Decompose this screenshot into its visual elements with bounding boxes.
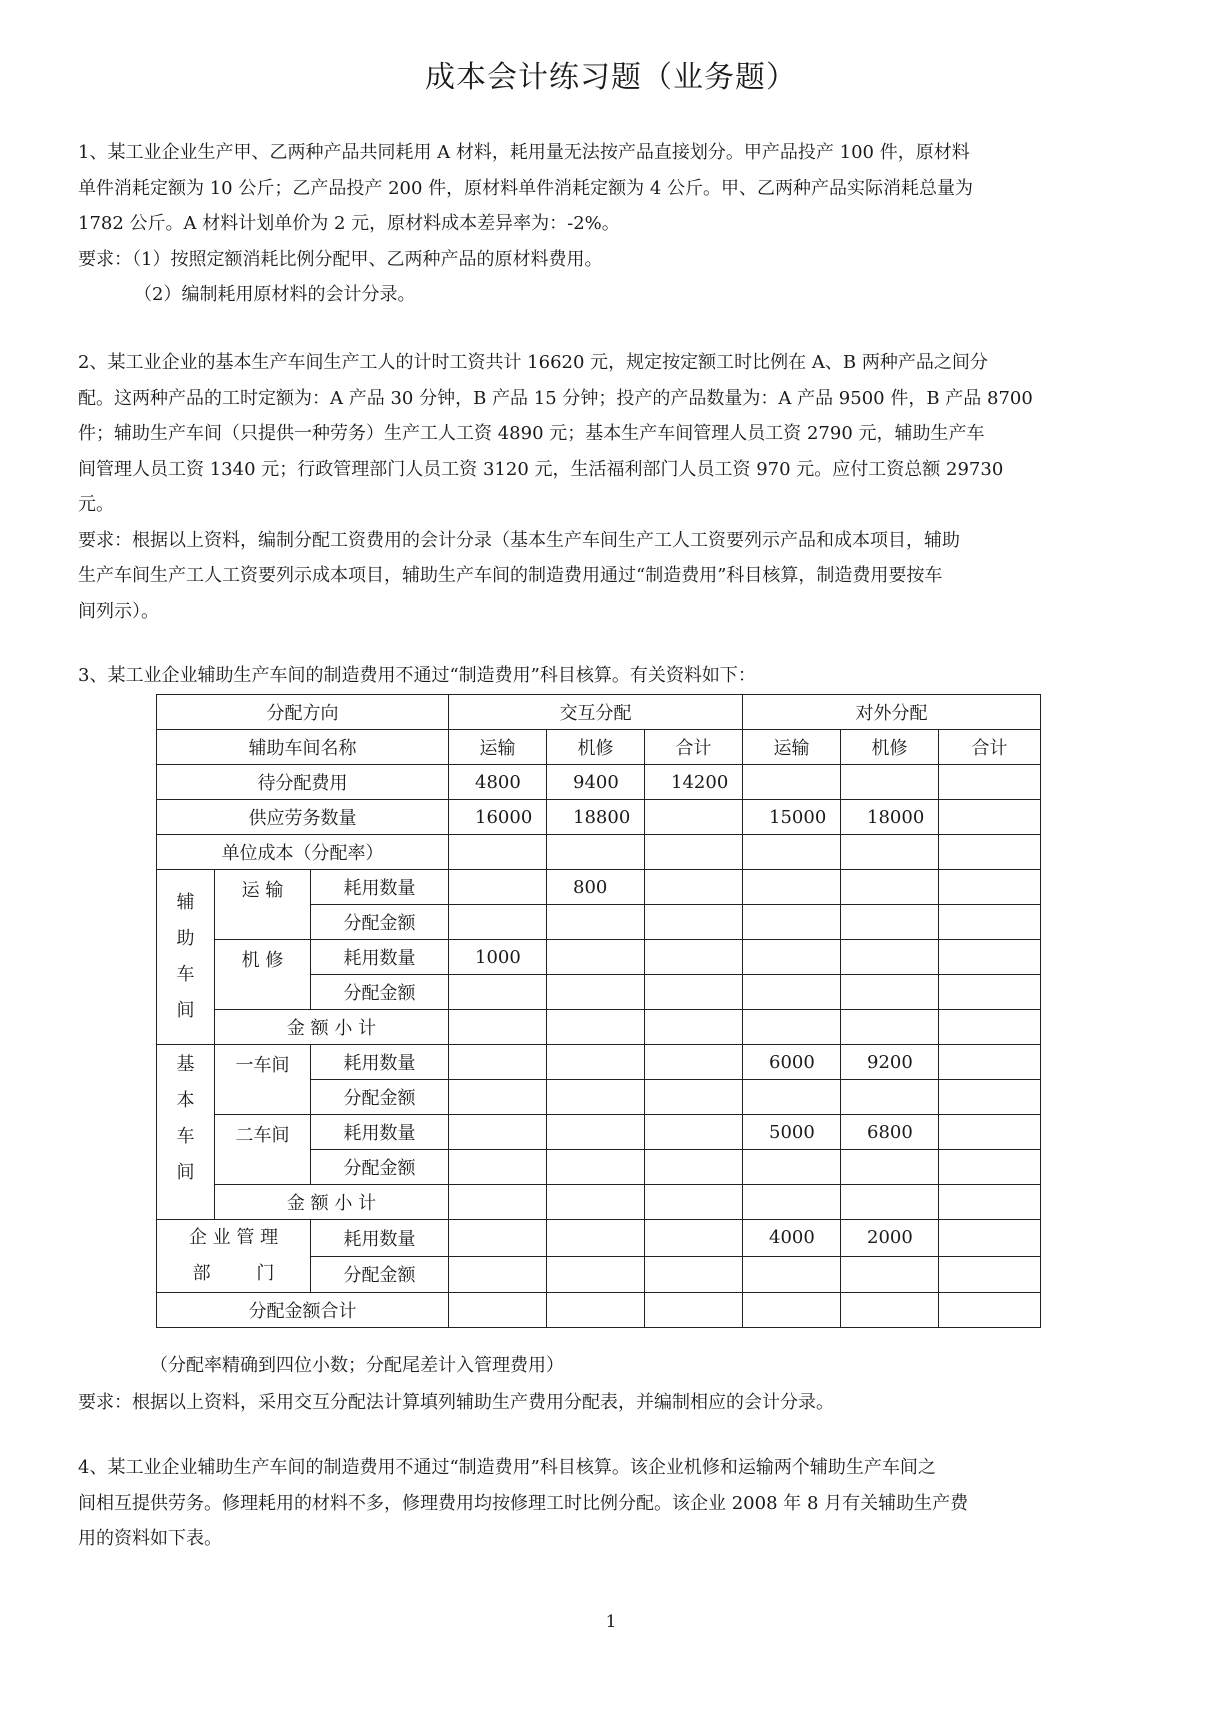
table-cell: [939, 1045, 1041, 1080]
table-cell: [743, 870, 841, 905]
text-line: 件；辅助生产车间（只提供一种劳务）生产工人工资 4890 元；基本生产车间管理人员工资 2790 元，辅助生产车: [78, 423, 985, 444]
table-cell: [547, 1045, 645, 1080]
table-cell: [939, 1293, 1041, 1328]
text-line: 配。这两种产品的工时定额为：A 产品 30 分钟，B 产品 15 分钟；投产的产品数量为：A 产品 9500 件，B 产品 8700: [78, 387, 1033, 409]
table-cell: [449, 1115, 547, 1150]
row-label: 耗用数量: [311, 1045, 449, 1080]
table-cell: 15000: [743, 800, 841, 835]
table-cell: [449, 1150, 547, 1185]
table-cell: [939, 870, 1041, 905]
text-line: 间列示）。: [78, 600, 159, 622]
table-cell: 9400: [547, 765, 645, 800]
row-label: 分配金额合计: [157, 1293, 449, 1328]
table-cell: 18000: [841, 800, 939, 835]
table-cell: [841, 905, 939, 940]
table-header: 机修: [841, 730, 939, 765]
table-header: 分配方向: [157, 695, 449, 730]
table-cell: [645, 1256, 743, 1293]
text-line: 间管理人员工资 1340 元；行政管理部门人员工资 3120 元，生活福利部门人员工资 970 元。应付工资总额 29730: [78, 458, 1004, 480]
table-cell: [449, 1045, 547, 1080]
table-header: 辅助车间名称: [157, 730, 449, 765]
table-cell: [645, 835, 743, 870]
table-row: [157, 1045, 1041, 1080]
table-row: [157, 870, 1041, 905]
table-cell: [449, 870, 547, 905]
table-cell: [939, 800, 1041, 835]
table-cell: [449, 1293, 547, 1328]
table-cell: [841, 1150, 939, 1185]
table-cell: [449, 1185, 547, 1220]
table-row: [157, 1185, 1041, 1220]
question-1: [78, 135, 1138, 313]
table-cell: [743, 975, 841, 1010]
page-number: 1: [605, 1612, 617, 1632]
row-label: 耗用数量: [311, 870, 449, 905]
table-cell: [645, 1080, 743, 1115]
table-header: 合计: [939, 730, 1041, 765]
table-cell: [743, 1150, 841, 1185]
question-3-requirement: 要求：根据以上资料，采用交互分配法计算填列辅助生产费用分配表，并编制相应的会计分录。: [78, 1392, 834, 1413]
table-cell: [449, 905, 547, 940]
table-row: [157, 1010, 1041, 1045]
table-cell: [939, 1115, 1041, 1150]
table-cell: 14200: [645, 765, 743, 800]
table-row: [157, 1220, 1041, 1257]
table-cell: [547, 1220, 645, 1257]
table-cell: [939, 1256, 1041, 1293]
table-cell: [743, 1293, 841, 1328]
table-cell: [841, 1010, 939, 1045]
text-line: 单件消耗定额为 10 公斤；乙产品投产 200 件，原材料单件消耗定额为 4 公斤。甲、乙两种产品实际消耗总量为: [78, 177, 974, 199]
text-line: 3、某工业企业辅助生产车间的制造费用不通过“制造费用”科目核算。有关资料如下：: [78, 665, 756, 686]
table-row: [157, 800, 1041, 835]
row-label: 耗用数量: [311, 940, 449, 975]
text-line: 2、某工业企业的基本生产车间生产工人的计时工资共计 16620 元，规定按定额工时比例在 A、B 两种产品之间分: [78, 352, 988, 373]
table-cell: [841, 940, 939, 975]
table-cell: [645, 800, 743, 835]
table-row: [157, 940, 1041, 975]
table-cell: [939, 765, 1041, 800]
table-row: [157, 765, 1041, 800]
row-label: 金 额 小 计: [215, 1185, 449, 1220]
table-cell: 1000: [449, 940, 547, 975]
row-label: 分配金额: [311, 1256, 449, 1293]
question-4: [78, 1450, 1138, 1557]
table-cell: [547, 1185, 645, 1220]
table-cell: [743, 1185, 841, 1220]
text-line: 1、某工业企业生产甲、乙两种产品共同耗用 A 材料，耗用量无法按产品直接划分。甲产品投产 100 件，原材料: [78, 142, 970, 163]
table-cell: [841, 765, 939, 800]
text-line: （2）编制耗用原材料的会计分录。: [134, 284, 416, 305]
table-cell: [645, 870, 743, 905]
table-cell: [841, 1080, 939, 1115]
table-cell: [645, 905, 743, 940]
table-row: [157, 835, 1041, 870]
table-cell: [939, 940, 1041, 975]
table-cell: [645, 1293, 743, 1328]
table-cell: 800: [547, 870, 645, 905]
table-cell: [547, 1010, 645, 1045]
table-header: 对外分配: [743, 695, 1041, 730]
table-cell: [547, 835, 645, 870]
table-cell: [939, 835, 1041, 870]
table-cell: [547, 975, 645, 1010]
table-cell: [449, 975, 547, 1010]
table-cell: [547, 1080, 645, 1115]
table-cell: [645, 1010, 743, 1045]
row-label: 耗用数量: [311, 1115, 449, 1150]
table-cell: [743, 940, 841, 975]
sub-label: 机 修: [215, 940, 311, 1010]
table-cell: [645, 1185, 743, 1220]
table-cell: [645, 1045, 743, 1080]
row-label: 待分配费用: [157, 765, 449, 800]
table-cell: [449, 835, 547, 870]
table-cell: [547, 1293, 645, 1328]
table-cell: [939, 1150, 1041, 1185]
sub-label: 运 输: [215, 870, 311, 940]
group-label-admin: 企 业 管 理 部 门: [157, 1220, 311, 1293]
text-line: 要求：（1）按照定额消耗比例分配甲、乙两种产品的原材料费用。: [78, 248, 603, 270]
text-line: 4、某工业企业辅助生产车间的制造费用不通过“制造费用”科目核算。该企业机修和运输两个辅助生产车间之: [78, 1457, 936, 1478]
table-cell: [449, 1080, 547, 1115]
table-cell: [645, 1220, 743, 1257]
table-cell: [841, 1185, 939, 1220]
row-label: 分配金额: [311, 1150, 449, 1185]
row-label: 供应劳务数量: [157, 800, 449, 835]
table-cell: [743, 1010, 841, 1045]
table-cell: [841, 1293, 939, 1328]
table-cell: 4000: [743, 1220, 841, 1257]
table-row: [157, 1115, 1041, 1150]
table-row: [157, 1293, 1041, 1328]
table-cell: [449, 1256, 547, 1293]
table-cell: [645, 1115, 743, 1150]
text-line: 要求：根据以上资料，编制分配工资费用的会计分录（基本生产车间生产工人工资要列示产品和成本项目，辅助: [78, 529, 960, 551]
table-cell: [841, 870, 939, 905]
table-cell: 2000: [841, 1220, 939, 1257]
table-note: （分配率精确到四位小数；分配尾差计入管理费用）: [150, 1355, 564, 1376]
group-label-basic: 基 本 车 间: [157, 1045, 215, 1220]
row-label: 分配金额: [311, 905, 449, 940]
row-label: 金 额 小 计: [215, 1010, 449, 1045]
table-cell: 5000: [743, 1115, 841, 1150]
table-cell: [939, 975, 1041, 1010]
table-cell: [547, 940, 645, 975]
text-line: 1782 公斤。A 材料计划单价为 2 元，原材料成本差异率为：-2%。: [78, 213, 620, 234]
text-line: 间相互提供劳务。修理耗用的材料不多，修理费用均按修理工时比例分配。该企业 2008 年 8 月有关辅助生产费: [78, 1492, 969, 1514]
table-cell: [645, 1150, 743, 1185]
table-cell: 4800: [449, 765, 547, 800]
table-cell: [547, 905, 645, 940]
table-cell: [547, 1115, 645, 1150]
table-cell: 9200: [841, 1045, 939, 1080]
sub-label: 一车间: [215, 1045, 311, 1115]
table-cell: [547, 1256, 645, 1293]
group-label-aux: 辅 助 车 间: [157, 870, 215, 1045]
table-cell: [449, 1220, 547, 1257]
table-cell: [939, 1185, 1041, 1220]
row-label: 分配金额: [311, 975, 449, 1010]
table-cell: [939, 1010, 1041, 1045]
row-label: 分配金额: [311, 1080, 449, 1115]
table-cell: [645, 975, 743, 1010]
table-cell: 6000: [743, 1045, 841, 1080]
table-cell: [939, 1080, 1041, 1115]
question-3-intro: [78, 658, 1138, 694]
table-cell: [449, 1010, 547, 1045]
table-cell: 6800: [841, 1115, 939, 1150]
question-2: [78, 345, 1138, 629]
table-cell: [743, 1256, 841, 1293]
text-line: 元。: [78, 494, 114, 515]
allocation-table: [156, 694, 1041, 1328]
table-cell: [841, 835, 939, 870]
table-header: 运输: [449, 730, 547, 765]
table-header: 运输: [743, 730, 841, 765]
table-header: 交互分配: [449, 695, 743, 730]
table-cell: [841, 975, 939, 1010]
table-row: [157, 730, 1041, 765]
table-cell: [645, 940, 743, 975]
table-cell: [743, 835, 841, 870]
table-cell: [939, 1220, 1041, 1257]
table-cell: [743, 1080, 841, 1115]
table-header: 合计: [645, 730, 743, 765]
text-line: 生产车间生产工人工资要列示成本项目，辅助生产车间的制造费用通过“制造费用”科目核算，制造费用要按车: [78, 565, 943, 586]
table-cell: [547, 1150, 645, 1185]
table-cell: [743, 905, 841, 940]
table-cell: 18800: [547, 800, 645, 835]
row-label: 单位成本（分配率）: [157, 835, 449, 870]
table-header: 机修: [547, 730, 645, 765]
table-cell: [939, 905, 1041, 940]
row-label: 耗用数量: [311, 1220, 449, 1257]
table-cell: [743, 765, 841, 800]
sub-label: 二车间: [215, 1115, 311, 1185]
table-cell: 16000: [449, 800, 547, 835]
page-title: 成本会计练习题（业务题）: [425, 60, 797, 95]
table-cell: [841, 1256, 939, 1293]
text-line: 用的资料如下表。: [78, 1528, 222, 1549]
table-row: [157, 695, 1041, 730]
